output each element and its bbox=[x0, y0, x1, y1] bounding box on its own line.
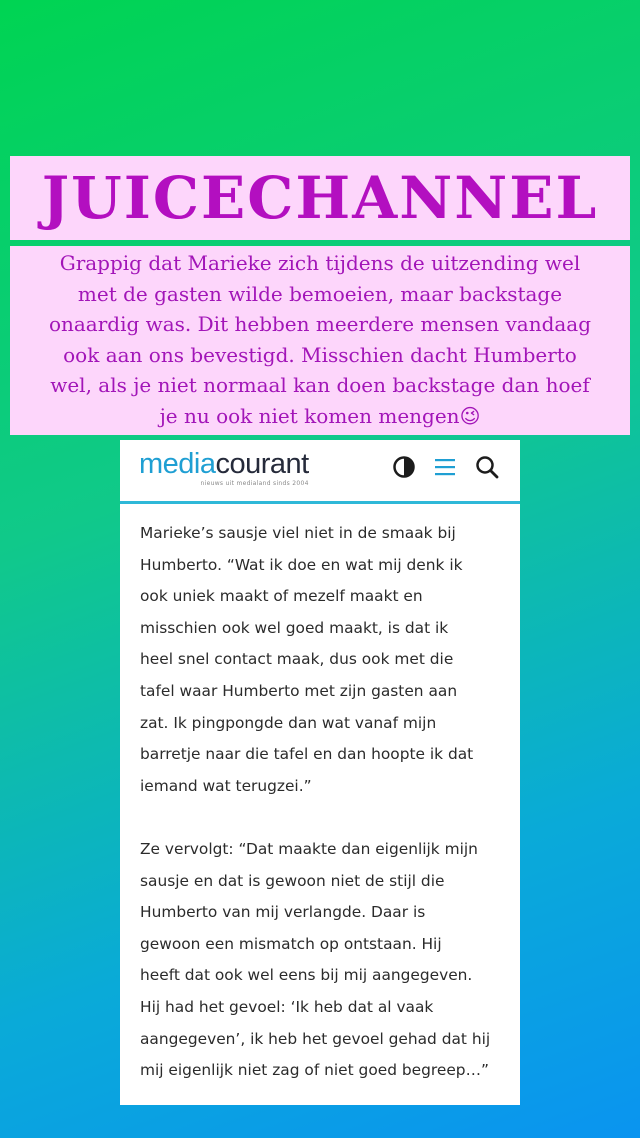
text-line: Ze vervolgt: “Dat maakte dan eigenlijk mijn bbox=[140, 839, 478, 858]
article-paragraph-1 bbox=[140, 518, 500, 802]
text-line: zat. Ik pingpongde dan wat vanaf mijn bbox=[140, 713, 437, 732]
channel-title: JUICECHANNEL bbox=[41, 164, 599, 232]
mediacourant-logo[interactable] bbox=[139, 448, 309, 487]
caption-line: je nu ook niet komen mengen bbox=[159, 403, 460, 428]
text-line: aangegeven’, ik heb het gevoel gehad dat hij bbox=[140, 1029, 491, 1048]
story-caption bbox=[20, 248, 620, 431]
article-body bbox=[120, 504, 520, 1087]
text-line: heeft dat ook wel eens bij mij aangegeven. bbox=[140, 966, 473, 985]
site-header bbox=[120, 440, 520, 504]
text-line: heel snel contact maak, dus ook met die bbox=[140, 650, 454, 669]
caption-line: onaardig was. Dit hebben meerdere mensen vandaag bbox=[48, 312, 592, 336]
text-line: mij eigenlijk niet zag of niet goed begreep…” bbox=[140, 1061, 489, 1080]
text-line: Humberto. “Wat ik doe en wat mij denk ik bbox=[140, 555, 463, 574]
article-screenshot bbox=[120, 440, 520, 1105]
search-icon[interactable] bbox=[474, 454, 500, 480]
title-banner bbox=[10, 156, 630, 240]
text-line: barretje naar die tafel en dan hoopte ik dat bbox=[140, 745, 474, 764]
text-line: Humberto van mij verlangde. Daar is bbox=[140, 903, 426, 922]
contrast-icon[interactable] bbox=[391, 454, 417, 480]
text-line: tafel waar Humberto met zijn gasten aan bbox=[140, 681, 458, 700]
logo-tagline: nieuws uit medialand sinds 2004 bbox=[200, 480, 309, 487]
text-line: misschien ook wel goed maakt, is dat ik bbox=[140, 618, 449, 637]
menu-icon[interactable] bbox=[432, 454, 458, 480]
text-line: iemand wat terugzei.” bbox=[140, 776, 312, 795]
text-line: Hij had het gevoel: ‘Ik heb dat al vaak bbox=[140, 997, 434, 1016]
wink-emoji-icon: 😉 bbox=[459, 403, 481, 428]
logo-media-text: media bbox=[139, 448, 216, 480]
text-line: gewoon een mismatch op ontstaan. Hij bbox=[140, 934, 442, 953]
caption-line: Grappig dat Marieke zich tijdens de uitzending wel bbox=[59, 251, 581, 275]
text-line: ook uniek maakt of mezelf maakt en bbox=[140, 587, 423, 606]
article-paragraph-2 bbox=[140, 834, 500, 1087]
caption-line: met de gasten wilde bemoeien, maar backstage bbox=[77, 281, 563, 306]
caption-banner bbox=[10, 246, 630, 435]
caption-line: ook aan ons bevestigd. Misschien dacht Humberto bbox=[63, 342, 577, 367]
text-line: sausje en dat is gewoon niet de stijl die bbox=[140, 871, 445, 890]
caption-line: wel, als je niet normaal kan doen backstage dan hoef bbox=[50, 373, 590, 397]
text-line: Marieke’s sausje viel niet in de smaak bij bbox=[140, 524, 456, 542]
logo-courant-text: courant bbox=[215, 448, 309, 480]
